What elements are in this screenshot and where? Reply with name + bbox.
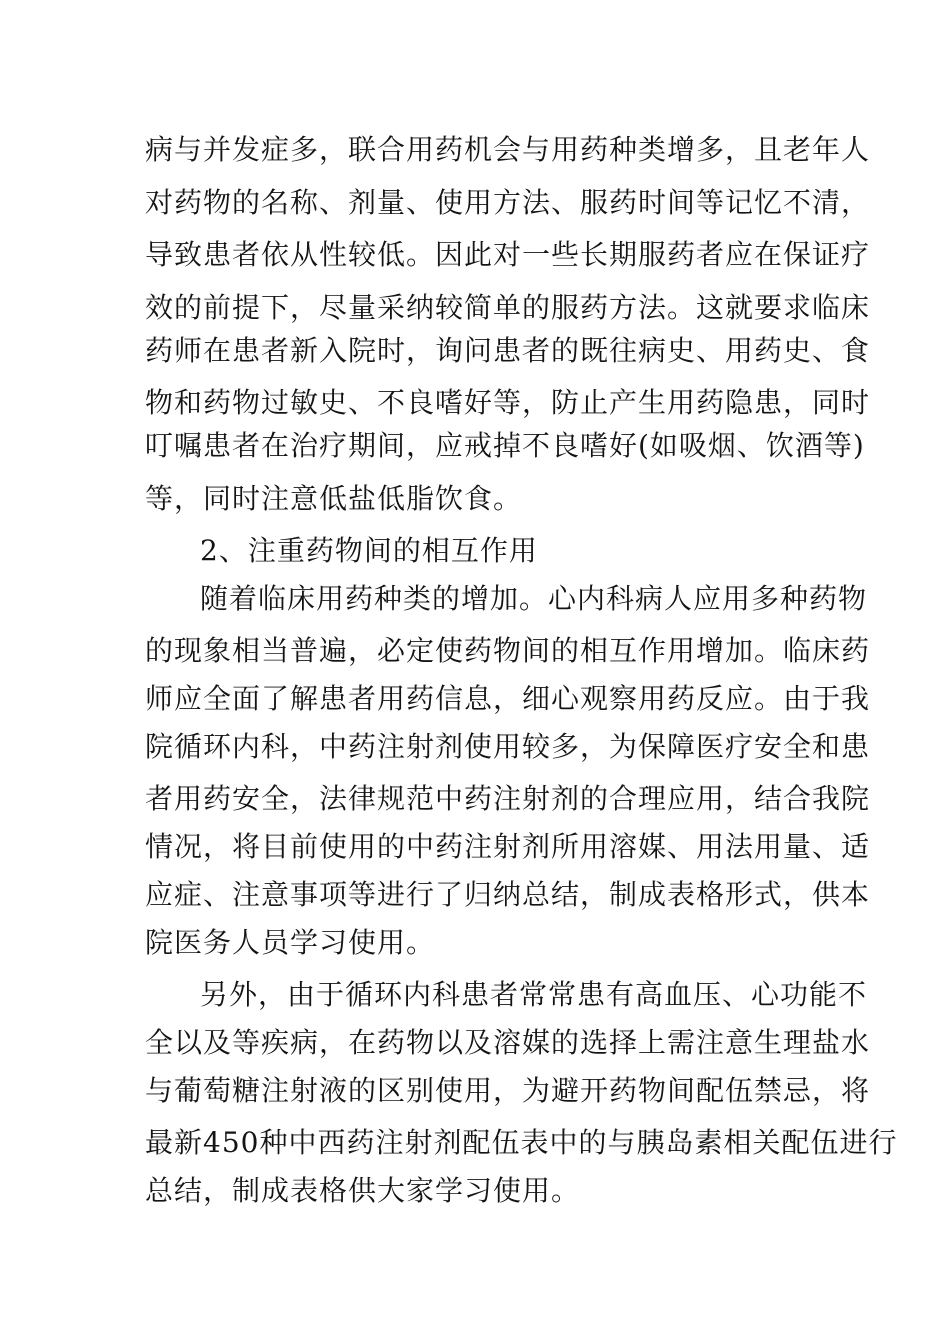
paragraph-line: 院医务人员学习使用。 (145, 926, 436, 959)
paragraph-line: 等，同时注意低盐低脂饮食。 (145, 482, 523, 515)
paragraph-line: 院循环内科，中药注射剂使用较多，为保障医疗安全和患 (145, 730, 871, 763)
paragraph-line: 与葡萄糖注射液的区别使用，为避开药物间配伍禁忌，将 (145, 1074, 871, 1107)
paragraph-line: 导致患者依从性较低。因此对一些长期服药者应在保证疗 (145, 238, 871, 271)
paragraph-line: 效的前提下，尽量采纳较简单的服药方法。这就要求临床 (145, 291, 871, 324)
paragraph-line: 另外，由于循环内科患者常常患有高血压、心功能不 (200, 978, 868, 1011)
paragraph-line: 病与并发症多，联合用药机会与用药种类增多，且老年人 (145, 133, 871, 166)
paragraph-line: 全以及等疾病，在药物以及溶媒的选择上需注意生理盐水 (145, 1026, 871, 1059)
paragraph-line: 应症、注意事项等进行了归纳总结，制成表格形式，供本 (145, 878, 871, 911)
paragraph-line: 对药物的名称、剂量、使用方法、服药时间等记忆不清， (145, 186, 871, 219)
paragraph-line: 者用药安全，法律规范中药注射剂的合理应用，结合我院 (145, 782, 871, 815)
paragraph-line: 总结，制成表格供大家学习使用。 (145, 1174, 581, 1207)
paragraph-line: 药师在患者新入院时，询问患者的既往病史、用药史、食 (145, 334, 871, 367)
paragraph-line: 随着临床用药种类的增加。心内科病人应用多种药物 (200, 582, 868, 615)
paragraph-line: 叮嘱患者在治疗期间，应戒掉不良嗜好(如吸烟、饮酒等) (145, 429, 865, 462)
paragraph-line: 的现象相当普遍，必定使药物间的相互作用增加。临床药 (145, 634, 871, 667)
paragraph-line: 情况，将目前使用的中药注射剂所用溶媒、用法用量、适 (145, 830, 871, 863)
paragraph-line: 物和药物过敏史、不良嗜好等，防止产生用药隐患，同时 (145, 386, 871, 419)
paragraph-line: 师应全面了解患者用药信息，细心观察用药反应。由于我 (145, 682, 871, 715)
section-heading: 2、注重药物间的相互作用 (200, 534, 538, 567)
paragraph-line: 最新450种中西药注射剂配伍表中的与胰岛素相关配伍进行 (145, 1126, 898, 1159)
